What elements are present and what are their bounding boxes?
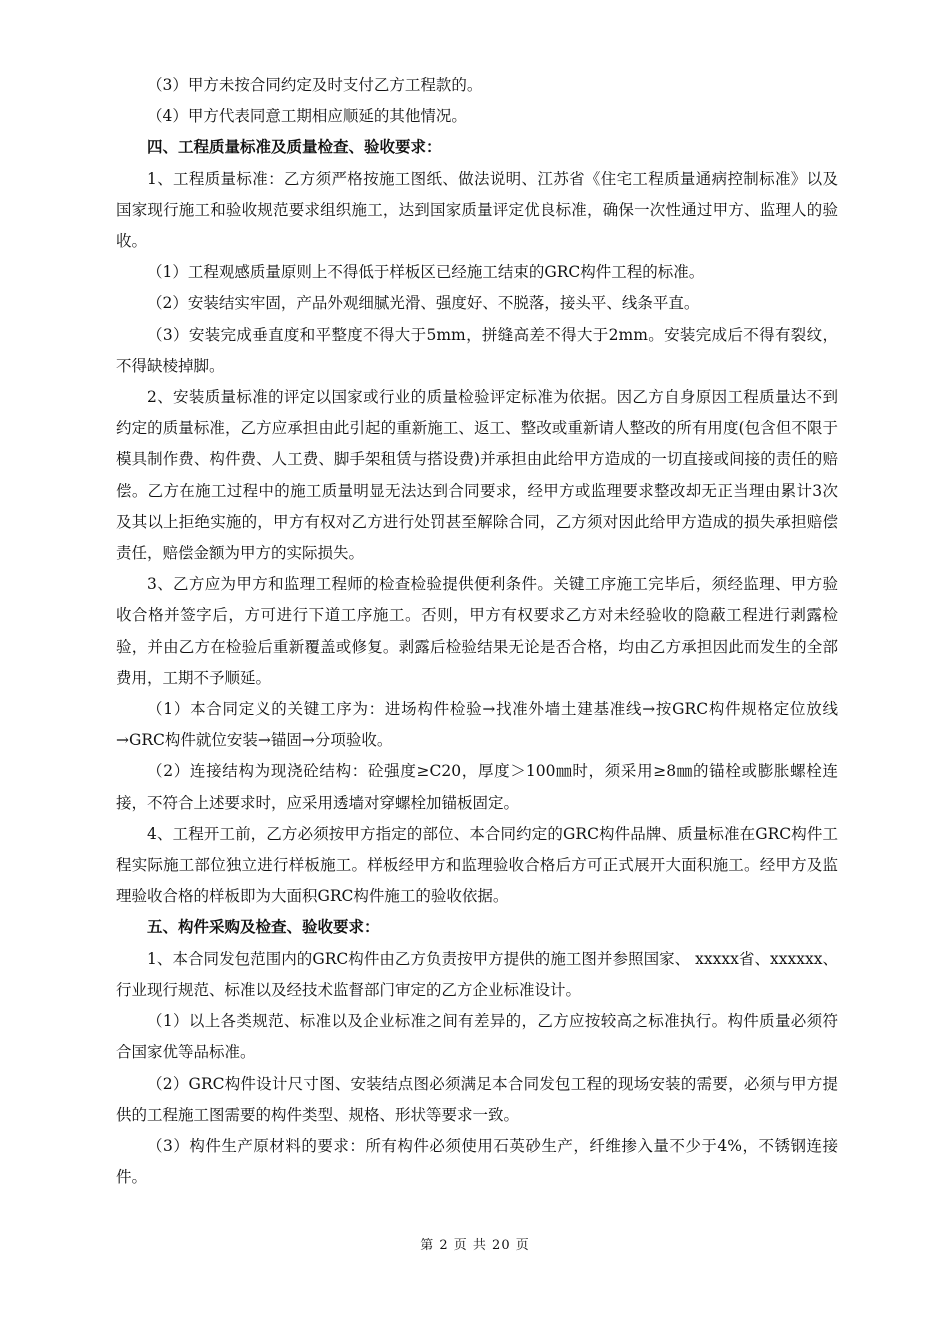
paragraph: 1、工程质量标准：乙方须严格按施工图纸、做法说明、江苏省《住宅工程质量通病控制标准》以及国家现行施工和验收规范要求组织施工，达到国家质量评定优良标准，确保一次性通过甲方、监理人的验收。: [116, 169, 838, 251]
paragraph: （2）安装结实牢固，产品外观细腻光滑、强度好、不脱落，接头平、线条平直。: [147, 294, 700, 313]
paragraph: （4）甲方代表同意工期相应顺延的其他情况。: [147, 107, 467, 126]
section-heading: 五、构件采购及检查、验收要求：: [147, 918, 380, 937]
paragraph: （3）安装完成垂直度和平整度不得大于5mm，拼缝高差不得大于2mm。安装完成后不得有裂纹，不得缺棱掉脚。: [116, 325, 838, 375]
paragraph: 1、本合同发包范围内的GRC构件由乙方负责按甲方提供的施工图并参照国家、 xxxxx省、xxxxxx、行业现行规范、标准以及经技术监督部门审定的乙方企业标准设计。: [116, 949, 838, 999]
paragraph: 4、工程开工前，乙方必须按甲方指定的部位、本合同约定的GRC构件品牌、质量标准在GRC构件工程实际施工部位独立进行样板施工。样板经甲方和监理验收合格后方可正式展开大面积施工。经甲方及监理验收合格的样板即为大面积GRC构件施工的验收依据。: [116, 824, 838, 906]
paragraph: （1）本合同定义的关键工序为：进场构件检验→找准外墙土建基准线→按GRC构件规格定位放线→GRC构件就位安装→锚固→分项验收。: [116, 700, 838, 750]
paragraph: 3、乙方应为甲方和监理工程师的检查检验提供便利条件。关键工序施工完毕后，须经监理、甲方验收合格并签字后，方可进行下道工序施工。否则，甲方有权要求乙方对未经验收的隐蔽工程进行剥露检验，并由乙方在检验后重新覆盖或修复。剥露后检验结果无论是否合格，均由乙方承担因此而发生的全部费用，工期不予顺延。: [116, 575, 838, 687]
paragraph: （1）以上各类规范、标准以及企业标准之间有差异的，乙方应按较高之标准执行。构件质量必须符合国家优等品标准。: [116, 1012, 838, 1062]
paragraph: 2、安装质量标准的评定以国家或行业的质量检验评定标准为依据。因乙方自身原因工程质量达不到约定的质量标准，乙方应承担由此引起的重新施工、返工、整改或重新请人整改的所有用度(包含但不限于模具制作费、构件费、人工费、脚手架租赁与搭设费)并承担由此给甲方造成的一切直接或间接的责任的赔偿。乙方在施工过程中的施工质量明显无法达到合同要求，经甲方或监理要求整改却无正当理由累计3次及其以上拒绝实施的，甲方有权对乙方进行处罚甚至解除合同，乙方须对因此给甲方造成的损失承担赔偿责任，赔偿金额为甲方的实际损失。: [116, 388, 838, 563]
paragraph: （2）GRC构件设计尺寸图、安装结点图必须满足本合同发包工程的现场安装的需要，必须与甲方提供的工程施工图需要的构件类型、规格、形状等要求一致。: [116, 1074, 838, 1124]
page-footer: 第 2 页 共 20 页: [420, 1238, 530, 1253]
paragraph: （2）连接结构为现浇砼结构：砼强度≥C20，厚度＞100㎜时，须采用≥8㎜的锚栓或膨胀螺栓连接，不符合上述要求时，应采用透墙对穿螺栓加锚板固定。: [116, 762, 838, 812]
document-body: [116, 70, 838, 1193]
section-heading: 四、工程质量标准及质量检查、验收要求：: [147, 138, 442, 157]
paragraph: （3）甲方未按合同约定及时支付乙方工程款的。: [147, 76, 483, 94]
paragraph: （3）构件生产原材料的要求：所有构件必须使用石英砂生产，纤维掺入量不少于4%，不锈钢连接件。: [116, 1136, 838, 1187]
paragraph: （1）工程观感质量原则上不得低于样板区已经施工结束的GRC构件工程的标准。: [147, 263, 705, 282]
